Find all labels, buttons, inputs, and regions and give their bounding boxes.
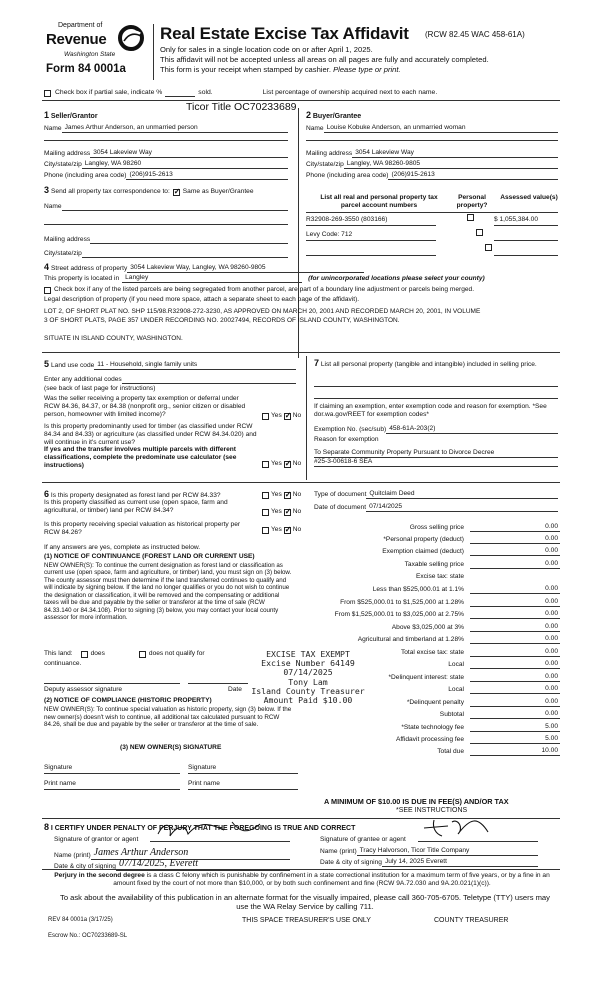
parcel-value-2[interactable] [494, 231, 558, 241]
sec7-reason-label: Reason for exemption [314, 436, 379, 443]
perjury-text: is a class C felony which is punishable by confinement in a state correctional institution for a maximum term of five years, or by a fine in an amount fixed by the court of not more than $10,000, or by both such confinement and fine (RCW 9A.72.030 and 9A.20.021(1)(c)). [113, 872, 550, 888]
same-as-buyer-checkbox[interactable] [173, 189, 180, 196]
fee-row [300, 609, 560, 619]
fee-label: Less than $525,000.01 at 1.1% [372, 585, 464, 593]
buyer-name-label: Name [306, 125, 324, 132]
this-land-label: This land: [44, 650, 73, 657]
fee-label: Excise tax: state [415, 572, 464, 580]
fee-row [300, 584, 560, 594]
fee-value[interactable]: 10.00 [470, 747, 560, 756]
seller-name-field[interactable]: James Arthur Anderson, an unmarried person [62, 124, 288, 133]
header-line-2: This affidavit will not be accepted unless all areas on all pages are fully and accurately completed. [160, 55, 489, 64]
sig-grantor-label: Signature of grantor or agent [54, 836, 139, 843]
fee-value[interactable]: 5.00 [470, 723, 560, 732]
fee-value[interactable]: 0.00 [470, 710, 560, 719]
sec6-num: 6 [44, 489, 50, 499]
logo-revenue: Revenue [46, 31, 107, 48]
sec5-q2a: Is this property predominantly used for timber (as classified under RCW 84.34 and 84.33) or agriculture (as classified under RCW 84.34.020) and will continue in it's current use? [44, 423, 257, 447]
seller-city-label: City/state/zip [44, 161, 82, 168]
sec4-addr-label: Street address of property [51, 264, 128, 272]
notice2-heading: (2) NOTICE OF COMPLIANCE (HISTORIC PROPERTY) [44, 697, 212, 704]
q1-no-checkbox[interactable] [284, 413, 291, 420]
form-rcw: (RCW 82.45 WAC 458-61A) [425, 30, 525, 39]
owner-print-label-2: Print name [188, 780, 220, 787]
parcel-acct-1[interactable]: R32908-269-3550 (803166) [306, 216, 436, 226]
exemption-reason-field[interactable]: To Separate Community Property Pursuant to Divorce Decree [314, 449, 558, 458]
grantee-name-label: Name (print) [320, 848, 357, 855]
buyer-phone-field[interactable]: (206)915-2613 [388, 171, 558, 180]
parcel-personal-1-checkbox[interactable] [467, 214, 474, 221]
owner-sig-field-2[interactable] [188, 772, 298, 774]
fee-label: *Delinquent interest: state [388, 673, 464, 681]
fee-row [300, 522, 560, 532]
seller-city-field[interactable]: Langley, WA 98260 [82, 160, 288, 169]
logo-swoosh-icon [116, 24, 146, 52]
owner-sig-label-2: Signature [188, 764, 217, 771]
parcel-value-1[interactable]: $ 1,055,384.00 [494, 216, 558, 226]
grantee-date-field[interactable]: July 14, 2025 Everett [382, 858, 538, 867]
fee-value[interactable]: 0.00 [470, 648, 560, 657]
current-use-yes-checkbox[interactable] [262, 509, 269, 516]
stamp-line-1: EXCISE TAX EXEMPT [266, 649, 350, 659]
legal-line-3: SITUATE IN ISLAND COUNTY, WASHINGTON. [44, 335, 183, 342]
header-line-3a: This form is your receipt when stamped by cashier. [160, 65, 331, 74]
current-use-yes-label: Yes [271, 508, 282, 515]
see-instructions: *SEE INSTRUCTIONS [396, 807, 468, 814]
grantor-signature-icon [150, 818, 290, 840]
forest-no-label: No [292, 491, 302, 498]
exemption-reason-field-2[interactable]: #25-3-00618-6 SEA [314, 458, 558, 467]
sec3-city-label: City/state/zip [44, 250, 82, 257]
fee-value[interactable]: 0.00 [470, 623, 560, 632]
q2-yes-label: Yes [271, 460, 282, 467]
fee-label: Gross selling price [409, 523, 464, 531]
buyer-name-field[interactable]: Louise Kobuke Anderson, an unmarried woman [324, 124, 558, 133]
doc-date-field[interactable]: 07/14/2025 [366, 503, 558, 512]
forest-no-checkbox[interactable] [284, 492, 291, 499]
q2-no-label: No [292, 460, 302, 467]
forest-yes-label: Yes [271, 491, 282, 498]
fee-label: Subtotal [439, 710, 464, 718]
q1-no-label: No [292, 412, 302, 419]
sec4-num: 4 [44, 262, 50, 272]
fee-label: Local [448, 660, 464, 668]
sec3-mail-label: Mailing address [44, 236, 91, 243]
fee-value[interactable]: 0.00 [470, 585, 560, 594]
historic-yes-checkbox[interactable] [262, 527, 269, 534]
fee-value[interactable]: 0.00 [470, 560, 560, 569]
treasurer-use-label: THIS SPACE TREASURER'S USE ONLY [242, 917, 371, 924]
partial-label-c: List percentage of ownership acquired next to each name. [262, 89, 438, 96]
fee-row [300, 634, 560, 644]
sec7-ex-label: Exemption No. (sec/sub) [314, 426, 387, 433]
buyer-mail-field[interactable]: 3054 Lakeview Way [352, 149, 558, 158]
sec6-if-yes: If any answers are yes, complete as instructed below. [44, 544, 201, 551]
fee-label: Affidavit processing fee [395, 735, 464, 743]
q2-no-checkbox[interactable] [284, 461, 291, 468]
fee-row [300, 746, 560, 756]
sec5-land-label: Land use code [51, 361, 95, 369]
parcel-col1: List all real and personal property tax parcel account numbers [320, 194, 438, 210]
sec3-city-field[interactable] [82, 250, 288, 258]
land-does-label: does [90, 650, 105, 657]
fee-value[interactable]: 0.00 [470, 547, 560, 556]
grantor-name-label: Name (print) [54, 852, 91, 860]
sec5-num: 5 [44, 359, 50, 369]
doc-type-label: Type of document [314, 491, 367, 498]
sec3-mail-field[interactable] [90, 236, 288, 244]
owner-print-field-2[interactable] [188, 788, 298, 790]
sec4-loc-label: This property is located in [44, 275, 120, 282]
fee-row [300, 534, 560, 544]
grantee-signature-field[interactable] [418, 828, 538, 842]
seller-mail-label: Mailing address [44, 150, 91, 157]
notice3-heading: (3) NEW OWNER(S) SIGNATURE [120, 744, 222, 751]
buyer-phone-label: Phone (including area code) [306, 172, 389, 179]
sec8-heading: I CERTIFY UNDER PENALTY OF PERJURY THAT THE FOREGOING IS TRUE AND CORRECT [50, 825, 356, 832]
grantee-name-field[interactable]: Tracy Halvorson, Ticor Title Company [357, 847, 538, 856]
fee-label: Local [448, 685, 464, 693]
buyer-city-label: City/state/zip [306, 161, 344, 168]
q1-yes-checkbox[interactable] [262, 413, 269, 420]
seller-mail-field[interactable]: 3054 Lakeview Way [90, 149, 288, 158]
fee-value[interactable]: 0.00 [470, 698, 560, 707]
current-use-no-label: No [292, 508, 302, 515]
parcel-col2: Personal property? [456, 194, 488, 210]
sec5-see-back: (see back of last page for instructions) [44, 385, 156, 392]
fee-label: From $525,000.01 to $1,525,000 at 1.28% [340, 598, 464, 606]
buyer-city-field[interactable]: Langley, WA 98260-9805 [344, 160, 558, 169]
stamp-line-6: Amount Paid $10.00 [263, 694, 353, 705]
land-does-not-checkbox[interactable] [139, 651, 146, 658]
notice2-body: NEW OWNER(S): To continue special valuation as historic property, sign (3) below. If the new owner(s) doesn't wish to continue, all additional tax calculated pursuant to RCW 84.26, shall be due and payable by the seller or transferor at the time of sale. [44, 706, 292, 729]
fee-value[interactable]: 0.00 [470, 635, 560, 644]
sec3-heading: Send all property tax correspondence to: [51, 187, 170, 195]
fee-label: *Delinquent penalty [406, 698, 464, 706]
county-treasurer-label: COUNTY TREASURER [434, 917, 509, 924]
fee-value[interactable]: 0.00 [470, 523, 560, 532]
fee-label: Agricultural and timberland at 1.28% [357, 635, 464, 643]
sec6-q2: Is this property classified as current use (open space, farm and agricultural, or timber) land per RCW 84.34? [44, 499, 228, 515]
treasurer-stamp [228, 650, 388, 705]
owner-print-label-1: Print name [44, 780, 76, 787]
owner-sig-label-1: Signature [44, 764, 73, 771]
fee-value[interactable]: 0.00 [470, 535, 560, 544]
stamp-line-2: Excise Number 64149 [261, 658, 355, 669]
fee-row [300, 722, 560, 732]
escrow-number: Escrow No.: OC70233689-SL [48, 933, 128, 939]
deputy-date-label: Date [228, 686, 242, 693]
fee-label: *Personal property (deduct) [383, 535, 464, 543]
parcel-personal-3-checkbox[interactable] [485, 244, 492, 251]
parcel-col3: Assessed value(s) [500, 194, 558, 201]
seller-name-label: Name [44, 125, 62, 132]
minimum-notice: A MINIMUM OF $10.00 IS DUE IN FEE(S) AND/OR TAX [324, 797, 509, 806]
legal-line-2: 3 OF SHORT PLATS, PAGE 357 UNDER RECORDING NO. 20027494, RECORDS OF ISLAND COUNTY, WASHINGTON. [44, 317, 400, 324]
sec7-heading: List all personal property (tangible and intangible) included in selling price. [320, 361, 537, 368]
partial-label-a: Check box if partial sale, indicate % [55, 89, 163, 96]
sec4-uninc: (for unincorporated locations please select your county) [308, 275, 485, 282]
fee-row [300, 734, 560, 744]
form-revision: REV 84 0001a (3/17/25) [48, 917, 113, 923]
legal-line-1: LOT 2, OF SHORT PLAT NO. SHP 115/98.R32908-272-3230, AS APPROVED ON MARCH 20, 2001 AND RECORDED MARCH 20, 2001, IN VOLUME [44, 308, 481, 315]
perjury-heading: Perjury in the second degree [54, 872, 145, 879]
form-title: Real Estate Excise Tax Affidavit [160, 24, 409, 43]
grantor-signature-field[interactable] [150, 828, 290, 842]
fee-label: Total due [437, 747, 464, 755]
sec2-heading: Buyer/Grantee [312, 113, 362, 120]
sec3-num: 3 [44, 185, 50, 195]
sec8-num: 8 [44, 822, 50, 832]
grantor-date-label: Date & city of signing [54, 863, 116, 871]
historic-no-label: No [292, 526, 302, 533]
grantee-signature-icon [418, 814, 538, 840]
fee-label: Above $3,025,000 at 3% [391, 623, 464, 631]
fee-row [300, 622, 560, 632]
sec3-same: Same as Buyer/Grantee [182, 187, 254, 195]
sec4-check-text: Check box if any of the listed parcels are being segregated from another parcel, are part of a boundary line adjustment or parcels being merged. [54, 286, 475, 293]
property-location-field[interactable]: Langley [122, 274, 302, 283]
logo-state: Washington State [64, 51, 116, 58]
deputy-signature-field[interactable] [44, 676, 180, 684]
sec1-num: 1 [44, 110, 50, 120]
header-line-3b: Please type or print. [333, 65, 401, 74]
fee-label: Taxable selling price [404, 560, 464, 568]
historic-yes-label: Yes [271, 526, 282, 533]
sec6-q1: Is this property designated as forest land per RCW 84.33? [50, 492, 221, 499]
fee-row [300, 546, 560, 556]
property-address-field[interactable]: 3054 Lakeview Way, Langley, WA 98260-9805 [127, 264, 364, 273]
stamp-line-3: 07/14/2025 [283, 667, 333, 678]
buyer-mail-label: Mailing address [306, 150, 353, 157]
q1-yes-label: Yes [271, 412, 282, 419]
sec3-name-label: Name [44, 203, 62, 210]
fee-value[interactable]: 0.00 [470, 673, 560, 682]
owner-print-field-1[interactable] [44, 788, 180, 790]
seller-phone-field[interactable]: (206)915-2613 [126, 171, 288, 180]
historic-no-checkbox[interactable] [284, 527, 291, 534]
notice1-heading: (1) NOTICE OF CONTINUANCE (FOREST LAND OR CURRENT USE) [44, 553, 255, 560]
sec7-claim: If claiming an exemption, enter exemption code and reason for exemption. [314, 403, 531, 410]
parcel-value-3[interactable] [494, 246, 558, 256]
fee-row [300, 597, 560, 607]
deputy-label: Deputy assessor signature [44, 686, 123, 693]
fee-label: From $1,525,000.01 to $3,025,000 at 2.75% [334, 610, 464, 618]
land-does-checkbox[interactable] [81, 651, 88, 658]
fee-value[interactable]: 0.00 [470, 610, 560, 619]
logo-dept: Department of [58, 22, 103, 29]
land-does-not-label: does not qualify for [148, 650, 205, 657]
additional-codes-field[interactable] [122, 376, 296, 384]
current-use-no-checkbox[interactable] [284, 509, 291, 516]
sec7-claim-b: *See dor.wa.gov/REET for exemption codes* [314, 403, 547, 419]
fee-label: *State technology fee [401, 723, 464, 731]
partial-percent-field[interactable] [165, 96, 195, 97]
sec3-name-field[interactable] [62, 203, 288, 211]
sec5-q2b: If yes and the transfer involves multiple parcels with different classifications, complete the predominate use calculator (see instructions) [44, 446, 237, 470]
sec4-legal-label: Legal description of property (if you need more space, attach a separate sheet to each page of the affidavit). [44, 296, 360, 303]
dor-logo [42, 22, 152, 84]
stamp-line-4: Tony Lam [288, 676, 328, 687]
fee-value[interactable]: 0.00 [470, 685, 560, 694]
land-use-code-field[interactable]: 11 - Household, single family units [94, 361, 296, 370]
partial-sale-checkbox[interactable] [44, 90, 51, 97]
sig-grantee-label: Signature of grantee or agent [320, 836, 406, 843]
fee-row [300, 571, 560, 581]
sec1-heading: Seller/Grantor [50, 113, 98, 120]
parcel-levy[interactable]: Levy Code: 712 [306, 231, 436, 241]
segregated-checkbox[interactable] [44, 287, 51, 294]
owner-sig-field-1[interactable] [44, 772, 180, 774]
seller-phone-label: Phone (including area code) [44, 172, 127, 179]
sec7-num: 7 [314, 358, 320, 368]
fee-value[interactable]: 5.00 [470, 735, 560, 744]
fee-row [300, 709, 560, 719]
doc-type-field[interactable]: Quitclaim Deed [366, 490, 558, 499]
grantor-name-field[interactable]: James Arthur Anderson [91, 847, 290, 860]
stamp-line-5: Island County Treasurer [251, 685, 365, 696]
partial-label-b: sold. [198, 89, 213, 96]
fee-label: Total excise tax: state [400, 648, 464, 656]
fee-value[interactable]: 0.00 [470, 660, 560, 669]
q2-yes-checkbox[interactable] [262, 461, 269, 468]
parcel-acct-3[interactable] [306, 246, 436, 256]
fee-row [300, 559, 560, 569]
form-number: Form 84 0001a [46, 63, 126, 75]
sec5-q1: Was the seller receiving a property tax exemption or deferral under RCW 84.36, 84.37, or 84.38 (nonprofit org., senior citizen or disabled person, homeowner with limited income)? [44, 395, 246, 419]
sec6-q3: Is this property receiving special valuation as historical property per RCW 84.26? [44, 521, 241, 537]
ticor-order: Ticor Title OC70233689 [186, 101, 297, 113]
continuance-label: continuance. [44, 660, 82, 667]
grantee-date-label: Date & city of signing [320, 859, 382, 866]
grantor-date-field[interactable]: 07/14/2025, Everett [116, 858, 290, 871]
header-line-1: Only for sales in a single location code on or after April 1, 2025. [160, 45, 373, 54]
sec2-num: 2 [306, 110, 312, 120]
fee-label: Exemption claimed (deduct) [382, 547, 464, 555]
sec5-enter: Enter any additional codes [44, 376, 122, 383]
notice1-body: NEW OWNER(S): To continue the current designation as forest land or classification as current use (open space, farm and agriculture, or timber) land, you must sign on (3) below. The county assessor must then determine if the land transferred continues to qualify and will indicate by signing below. If the land no longer qualifies or you do not wish to continue the designation or classification, it will be removed and the compensating or additional taxes will be due and payable by the seller or transferor at the time of sale (RCW 84.33.140 or 84.34.108). Prior to signing (3) below, you may contact your local county assessor for more information. [44, 562, 292, 622]
doc-date-label: Date of document [314, 504, 367, 511]
accessibility-note: To ask about the availability of this publication in an alternate format for the visually impaired, please call 360-705-6705. Teletype (TTY) users may use the WA Relay Service by calling 711. [60, 893, 550, 912]
forest-yes-checkbox[interactable] [262, 492, 269, 499]
parcel-personal-2-checkbox[interactable] [476, 229, 483, 236]
exemption-no-field[interactable]: 458-61A-203(2) [386, 425, 558, 434]
fee-value[interactable]: 0.00 [470, 598, 560, 607]
